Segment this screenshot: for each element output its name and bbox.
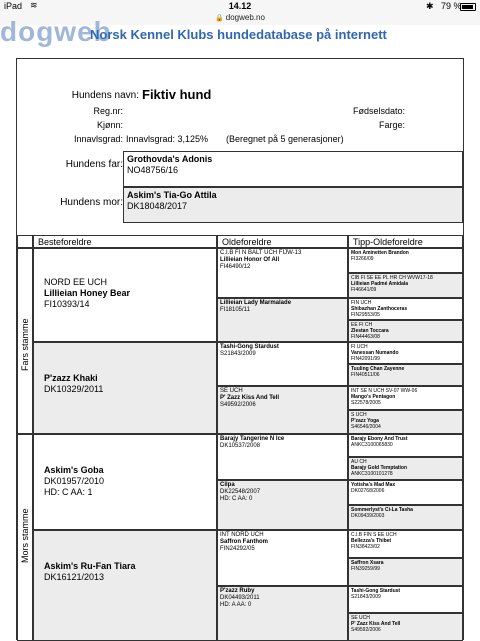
dog-name-link[interactable]: Sommerlyst's Ci-La Tasha: [351, 507, 413, 513]
dog-titles: INT SE N UCH SV-07 WW-06: [351, 388, 418, 394]
dog-reg: FIN24292/05: [220, 546, 255, 552]
dog-titles: C.I.B FI N BALT UCH FIJW-13: [220, 250, 302, 256]
dog-reg: FI3266/09: [351, 256, 374, 262]
dog-reg: S49592/2006: [220, 402, 256, 408]
lock-icon: 🔒: [215, 15, 224, 22]
dog-reg: FI46641/09: [351, 287, 377, 293]
dog-reg: FIN44463/08: [351, 334, 380, 340]
dog-name-link[interactable]: Mango's Pentagon: [351, 394, 396, 400]
great-great-grandparent-cell[interactable]: [348, 273, 463, 298]
dog-name-link[interactable]: Vanessan Numando: [351, 350, 399, 356]
dog-name-link[interactable]: Lillieian Padmé Amidala: [351, 281, 409, 287]
dog-titles: SE UCH: [351, 615, 370, 621]
header-grandparents: Besteforeldre: [33, 235, 217, 248]
great-grandparent-cell[interactable]: [217, 586, 348, 641]
dog-health: HD: A AA: 0: [220, 602, 252, 608]
dog-name-link[interactable]: Askim's Ru-Fan Tiara: [44, 561, 136, 571]
dog-name-link[interactable]: Bellezza's Thibet: [351, 538, 392, 544]
dog-name-link[interactable]: Lillieian Honey Bear: [44, 288, 131, 298]
dog-titles: FI UCH: [351, 344, 368, 350]
great-great-grandparent-cell[interactable]: [348, 434, 463, 457]
great-grandparent-cell[interactable]: [217, 434, 348, 480]
dog-reg: FIN29553/05: [351, 312, 380, 318]
great-great-grandparent-cell[interactable]: [348, 457, 463, 480]
dog-name: Fiktiv hund: [142, 87, 212, 102]
pedigree-table: [17, 235, 463, 641]
dog-reg: DK16121/2013: [44, 572, 105, 582]
sire-box[interactable]: [123, 151, 463, 187]
sire-line-label: Fars stamme: [20, 318, 30, 371]
color-label: Farge:: [378, 120, 405, 130]
site-header: [0, 16, 480, 53]
dog-reg: FIN42091/99: [351, 356, 380, 362]
url-text[interactable]: dogweb.no: [225, 13, 265, 22]
dog-reg: FI18105/11: [220, 307, 250, 313]
grandparent-cell[interactable]: [33, 434, 217, 530]
dog-reg: FI46490/12: [220, 264, 251, 270]
dog-titles: S UCH: [351, 412, 367, 418]
dam-line-label: Mors stamme: [20, 508, 30, 563]
bluetooth-icon: ✱: [426, 1, 434, 11]
dam-label: Hundens mor:: [60, 197, 123, 208]
great-grandparent-cell[interactable]: [217, 480, 348, 530]
dog-titles: EE FI CH: [351, 322, 373, 328]
dog-health: HD: C AA: 0: [220, 496, 253, 502]
clock: 14.12: [228, 1, 252, 11]
dog-name-link[interactable]: P' Zazz Kiss And Tell: [351, 621, 401, 627]
dam-reg: DK18048/2017: [127, 201, 188, 211]
dam-line-cell: [17, 434, 33, 641]
header-great-grandparents: Oldeforeldre: [217, 235, 348, 248]
dog-reg: ANKC3100101278: [351, 471, 393, 477]
pedigree-page: [16, 58, 464, 640]
dog-name-link[interactable]: Shibazhan Zanthoceras: [351, 306, 408, 312]
dog-name-link[interactable]: P'zazz Khaki: [44, 373, 98, 383]
dog-reg: DK09439/2003: [351, 513, 385, 519]
dog-titles: FIN UCH: [351, 300, 372, 306]
sire-label: Hundens far:: [65, 159, 123, 170]
dog-name-link[interactable]: Saffron Xsara: [351, 560, 384, 566]
site-logo[interactable]: dogweb: [0, 16, 112, 47]
dog-reg: S49592/2006: [351, 627, 381, 633]
great-great-grandparent-cell[interactable]: [348, 298, 463, 320]
sire-name[interactable]: Grothovda's Adonis: [127, 154, 213, 164]
battery-percent: 79 %: [441, 1, 462, 11]
dog-titles: NORD EE UCH: [44, 277, 108, 287]
dog-name-link[interactable]: Mon Aminetten Brandon: [351, 250, 409, 256]
dog-titles: C.I.B FIN S EE UCH: [351, 532, 397, 538]
dog-reg: S22578/2005: [351, 400, 381, 406]
great-great-grandparent-cell[interactable]: [348, 364, 463, 386]
dog-reg: S21843/2009: [351, 594, 381, 600]
device-name: iPad: [4, 1, 23, 11]
sire-line-cell: [17, 248, 33, 434]
battery-icon: [460, 3, 476, 11]
wifi-icon: ≋: [30, 0, 38, 10]
sire-reg: NO48756/16: [127, 165, 179, 175]
dog-reg: DK10329/2011: [44, 384, 104, 394]
dog-reg: S46546/2004: [351, 424, 381, 430]
sex-label: Kjønn:: [96, 120, 123, 130]
site-tagline: Norsk Kennel Klubs hundedatabase på internett: [90, 27, 387, 42]
dog-name-link[interactable]: Tashi-Gong Stardust: [220, 344, 279, 350]
dog-reg: FI10393/14: [44, 299, 90, 309]
inbreeding-note: (Beregnet på 5 generasjoner): [226, 134, 344, 144]
great-great-grandparent-cell[interactable]: [348, 613, 463, 641]
dog-name-link[interactable]: Askim's Goba: [44, 465, 104, 475]
great-great-grandparent-cell[interactable]: [348, 386, 463, 410]
dog-name-link[interactable]: Cilpa: [220, 482, 235, 488]
dog-name-link[interactable]: Barajy Gold Temptation: [351, 465, 408, 471]
inbreeding-label: Innavlsgrad:: [73, 134, 123, 144]
dog-name-link[interactable]: Saffron Fanthom: [220, 539, 268, 545]
great-great-grandparent-cell[interactable]: [348, 342, 463, 364]
grandparent-cell[interactable]: [33, 342, 217, 434]
dam-box[interactable]: [123, 187, 463, 223]
dog-reg: DK22548/2007: [220, 489, 261, 495]
great-grandparent-cell[interactable]: [217, 386, 348, 434]
great-great-grandparent-cell[interactable]: [348, 410, 463, 434]
dam-name[interactable]: Askim's Tia-Go Attila: [127, 190, 217, 200]
reg-label: Reg.nr:: [93, 106, 123, 116]
dog-health: HD: C AA: 1: [44, 487, 93, 497]
great-grandparent-cell[interactable]: [217, 342, 348, 386]
status-bar: [0, 0, 480, 13]
great-great-grandparent-cell[interactable]: [348, 558, 463, 586]
great-great-grandparent-cell[interactable]: [348, 248, 463, 273]
born-label: Fødselsdato:: [352, 106, 405, 116]
corner-cell: [17, 235, 33, 248]
name-label: Hundens navn:: [71, 90, 139, 101]
dog-name-link[interactable]: P' Zazz Kiss And Tell: [220, 395, 280, 401]
great-grandparent-cell[interactable]: [217, 248, 348, 298]
dog-titles: SE UCH: [220, 388, 243, 394]
dog-reg: DK04493/2011: [220, 595, 260, 601]
grandparent-cell[interactable]: [33, 530, 217, 641]
great-great-grandparent-cell[interactable]: [348, 505, 463, 530]
dog-reg: ANKC3100065830: [351, 442, 393, 448]
dog-titles: INT NORD UCH: [220, 532, 264, 538]
dog-reg: FIN39259/99: [351, 566, 380, 572]
dog-name-link[interactable]: P'zazz Yoga: [351, 418, 379, 424]
dog-reg: FIN40511/06: [351, 372, 380, 378]
dog-name-link[interactable]: Tuuling Chan Zayenne: [351, 366, 405, 372]
inbreeding-value: Innavlsgrad: 3,125%: [126, 134, 209, 144]
dog-reg: FIN38423/02: [351, 544, 380, 550]
great-great-grandparent-cell[interactable]: [348, 480, 463, 505]
dog-name-link[interactable]: Barajy Tangerine N Ice: [220, 436, 285, 442]
dog-name-link[interactable]: Zlestan Toccara: [351, 328, 389, 334]
dog-name-link[interactable]: Lillieian Lady Marmalade: [220, 300, 292, 306]
dog-name-link[interactable]: Lillieian Honor Of All: [220, 257, 280, 263]
dog-reg: DK01957/2010: [44, 476, 105, 486]
dog-name-link[interactable]: Tashi-Gong Stardust: [351, 588, 401, 594]
header-great-great-grandparents: Tipp-Oldeforeldre: [348, 235, 463, 248]
great-great-grandparent-cell[interactable]: [348, 586, 463, 613]
dog-reg: DK02768/2006: [351, 488, 385, 494]
great-grandparent-cell[interactable]: [217, 298, 348, 342]
grandparent-cell[interactable]: [33, 248, 217, 342]
great-great-grandparent-cell[interactable]: [348, 320, 463, 342]
great-great-grandparent-cell[interactable]: [348, 530, 463, 558]
dog-reg: DK10537/2008: [220, 443, 261, 449]
dog-name-link[interactable]: Yotisha's Mad Max: [351, 482, 396, 488]
dog-reg: S21843/2009: [220, 351, 256, 357]
great-grandparent-cell[interactable]: [217, 530, 348, 586]
dog-titles: AU CH: [351, 459, 367, 465]
dog-titles: CIB FI SE EE PL HR CH WVW17-18: [351, 275, 433, 281]
dog-name-link[interactable]: Barajy Ebony And Trust: [351, 436, 408, 442]
dog-name-link[interactable]: P'zazz Ruby: [220, 588, 255, 594]
